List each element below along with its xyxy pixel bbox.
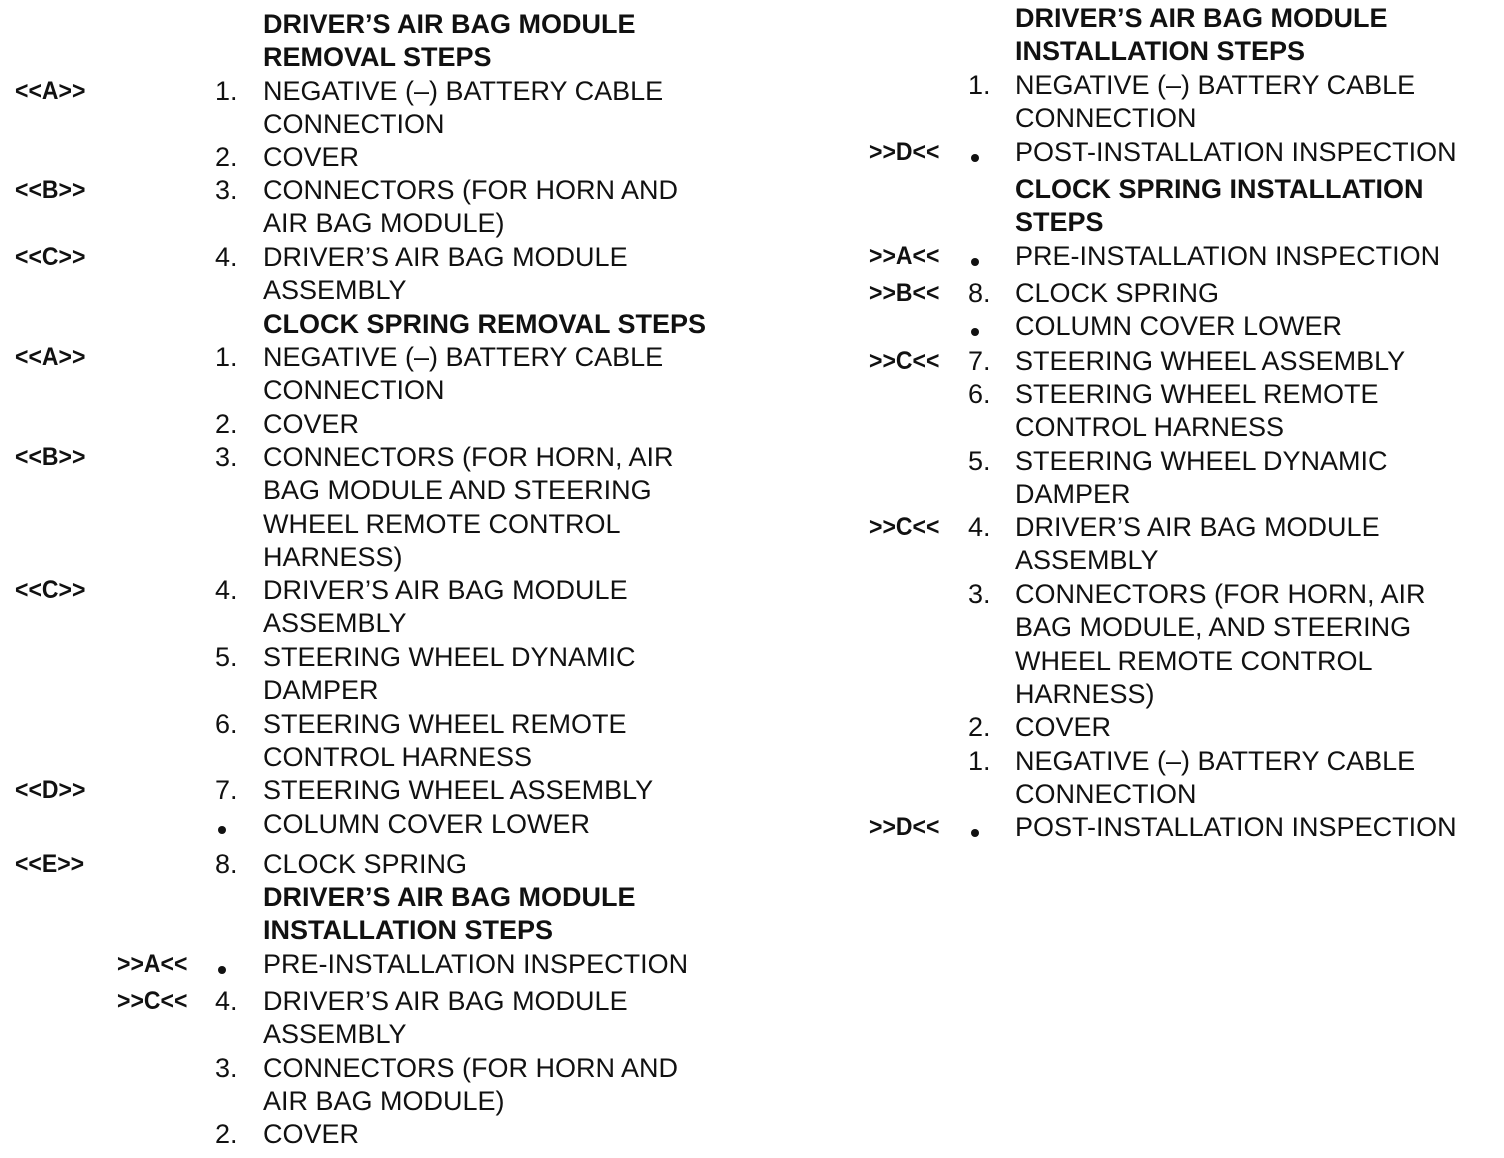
section-heading: CLOCK SPRING REMOVAL STEPS xyxy=(263,309,707,339)
step-text: NEGATIVE (–) BATTERY CABLE CONNECTION xyxy=(263,342,664,406)
step-text: STEERING WHEEL ASSEMBLY xyxy=(263,775,654,805)
step-text: STEERING WHEEL ASSEMBLY xyxy=(1015,346,1406,376)
step-text: COLUMN COVER LOWER xyxy=(263,809,591,839)
step-reference-code-text: >>D<< xyxy=(869,813,940,841)
step-number: 8. xyxy=(968,278,991,308)
step-text: STEERING WHEEL REMOTE CONTROL HARNESS xyxy=(263,709,627,773)
step-number: 7. xyxy=(968,346,991,376)
step-reference-code xyxy=(12,174,88,207)
step-text: DRIVER’S AIR BAG MODULE ASSEMBLY xyxy=(1015,512,1380,576)
step-reference-code-text: <<A>> xyxy=(15,77,86,105)
step-reference-code-text: >>C<< xyxy=(869,347,940,375)
step-text: STEERING WHEEL REMOTE CONTROL HARNESS xyxy=(1015,379,1379,443)
step-number: 3. xyxy=(968,579,991,609)
step-reference-code xyxy=(866,511,942,544)
step-text: DRIVER’S AIR BAG MODULE ASSEMBLY xyxy=(263,242,628,306)
step-reference-code-text: >>B<< xyxy=(869,279,940,307)
bullet-icon xyxy=(971,258,979,266)
step-text: DRIVER’S AIR BAG MODULE ASSEMBLY xyxy=(263,575,628,639)
step-reference-code xyxy=(114,948,190,981)
step-text: CONNECTORS (FOR HORN AND AIR BAG MODULE) xyxy=(263,1053,679,1117)
bullet-icon xyxy=(971,829,979,837)
step-reference-code xyxy=(12,241,88,274)
step-number: 2. xyxy=(215,409,238,439)
step-text: STEERING WHEEL DYNAMIC DAMPER xyxy=(1015,446,1388,510)
step-reference-code-text: >>A<< xyxy=(117,950,188,978)
step-number: 2. xyxy=(968,712,991,742)
step-number: 4. xyxy=(215,575,238,605)
step-text: COLUMN COVER LOWER xyxy=(1015,311,1343,341)
step-reference-code xyxy=(12,774,88,807)
step-text: COVER xyxy=(263,1119,360,1149)
step-text: PRE-INSTALLATION INSPECTION xyxy=(1015,241,1441,271)
step-reference-code xyxy=(114,985,190,1018)
step-reference-code xyxy=(866,136,942,169)
step-number: 3. xyxy=(215,175,238,205)
step-text: CONNECTORS (FOR HORN AND AIR BAG MODULE) xyxy=(263,175,679,239)
step-text: POST-INSTALLATION INSPECTION xyxy=(1015,812,1457,842)
section-heading: DRIVER’S AIR BAG MODULE INSTALLATION STEPS xyxy=(1015,3,1388,67)
step-reference-code-text: <<C>> xyxy=(15,576,86,604)
step-text: CLOCK SPRING xyxy=(263,849,468,879)
step-reference-code-text: <<C>> xyxy=(15,243,86,271)
step-reference-code-text: <<A>> xyxy=(15,343,86,371)
step-number: 1. xyxy=(968,746,991,776)
step-text: COVER xyxy=(263,409,360,439)
step-reference-code xyxy=(866,345,942,378)
bullet-icon xyxy=(971,154,979,162)
section-heading: DRIVER’S AIR BAG MODULE REMOVAL STEPS xyxy=(263,9,636,73)
step-text: CONNECTORS (FOR HORN, AIR BAG MODULE, AND STEERING WHEEL REMOTE CONTROL HARNESS) xyxy=(1015,579,1426,709)
step-number: 3. xyxy=(215,442,238,472)
step-number: 4. xyxy=(968,512,991,542)
step-reference-code xyxy=(12,848,87,881)
bullet-icon xyxy=(971,328,979,336)
step-reference-code-text: >>A<< xyxy=(869,242,940,270)
step-reference-code-text: <<E>> xyxy=(15,850,85,878)
section-heading: DRIVER’S AIR BAG MODULE INSTALLATION STEPS xyxy=(263,882,636,946)
step-text: CLOCK SPRING xyxy=(1015,278,1220,308)
step-text: COVER xyxy=(1015,712,1112,742)
step-reference-code xyxy=(866,240,942,273)
step-number: 2. xyxy=(215,1119,238,1149)
step-number: 1. xyxy=(215,342,238,372)
step-reference-code xyxy=(12,341,88,374)
step-reference-code-text: <<D>> xyxy=(15,776,86,804)
step-number: 3. xyxy=(215,1053,238,1083)
step-number: 2. xyxy=(215,142,238,172)
step-text: PRE-INSTALLATION INSPECTION xyxy=(263,949,689,979)
step-number: 6. xyxy=(968,379,991,409)
step-text: POST-INSTALLATION INSPECTION xyxy=(1015,137,1457,167)
step-reference-code xyxy=(12,574,88,607)
step-reference-code xyxy=(866,811,942,844)
step-reference-code xyxy=(866,277,942,310)
step-reference-code-text: >>C<< xyxy=(869,513,940,541)
step-text: STEERING WHEEL DYNAMIC DAMPER xyxy=(263,642,636,706)
step-number: 5. xyxy=(968,446,991,476)
step-number: 1. xyxy=(968,70,991,100)
step-text: NEGATIVE (–) BATTERY CABLE CONNECTION xyxy=(1015,70,1416,134)
step-text: CONNECTORS (FOR HORN, AIR BAG MODULE AND STEERING WHEEL REMOTE CONTROL HARNESS) xyxy=(263,442,674,572)
step-reference-code-text: <<B>> xyxy=(15,443,86,471)
step-number: 7. xyxy=(215,775,238,805)
bullet-icon xyxy=(218,966,226,974)
step-number: 4. xyxy=(215,242,238,272)
section-heading: CLOCK SPRING INSTALLATION STEPS xyxy=(1015,174,1424,238)
step-text: DRIVER’S AIR BAG MODULE ASSEMBLY xyxy=(263,986,628,1050)
step-text: COVER xyxy=(263,142,360,172)
step-reference-code-text: <<B>> xyxy=(15,176,86,204)
step-reference-code-text: >>D<< xyxy=(869,138,940,166)
step-reference-code xyxy=(12,441,88,474)
step-reference-code-text: >>C<< xyxy=(117,987,188,1015)
step-number: 6. xyxy=(215,709,238,739)
step-number: 4. xyxy=(215,986,238,1016)
step-number: 5. xyxy=(215,642,238,672)
step-number: 1. xyxy=(215,76,238,106)
bullet-icon xyxy=(218,826,226,834)
step-number: 8. xyxy=(215,849,238,879)
step-text: NEGATIVE (–) BATTERY CABLE CONNECTION xyxy=(1015,746,1416,810)
step-text: NEGATIVE (–) BATTERY CABLE CONNECTION xyxy=(263,76,664,140)
step-reference-code xyxy=(12,75,88,108)
